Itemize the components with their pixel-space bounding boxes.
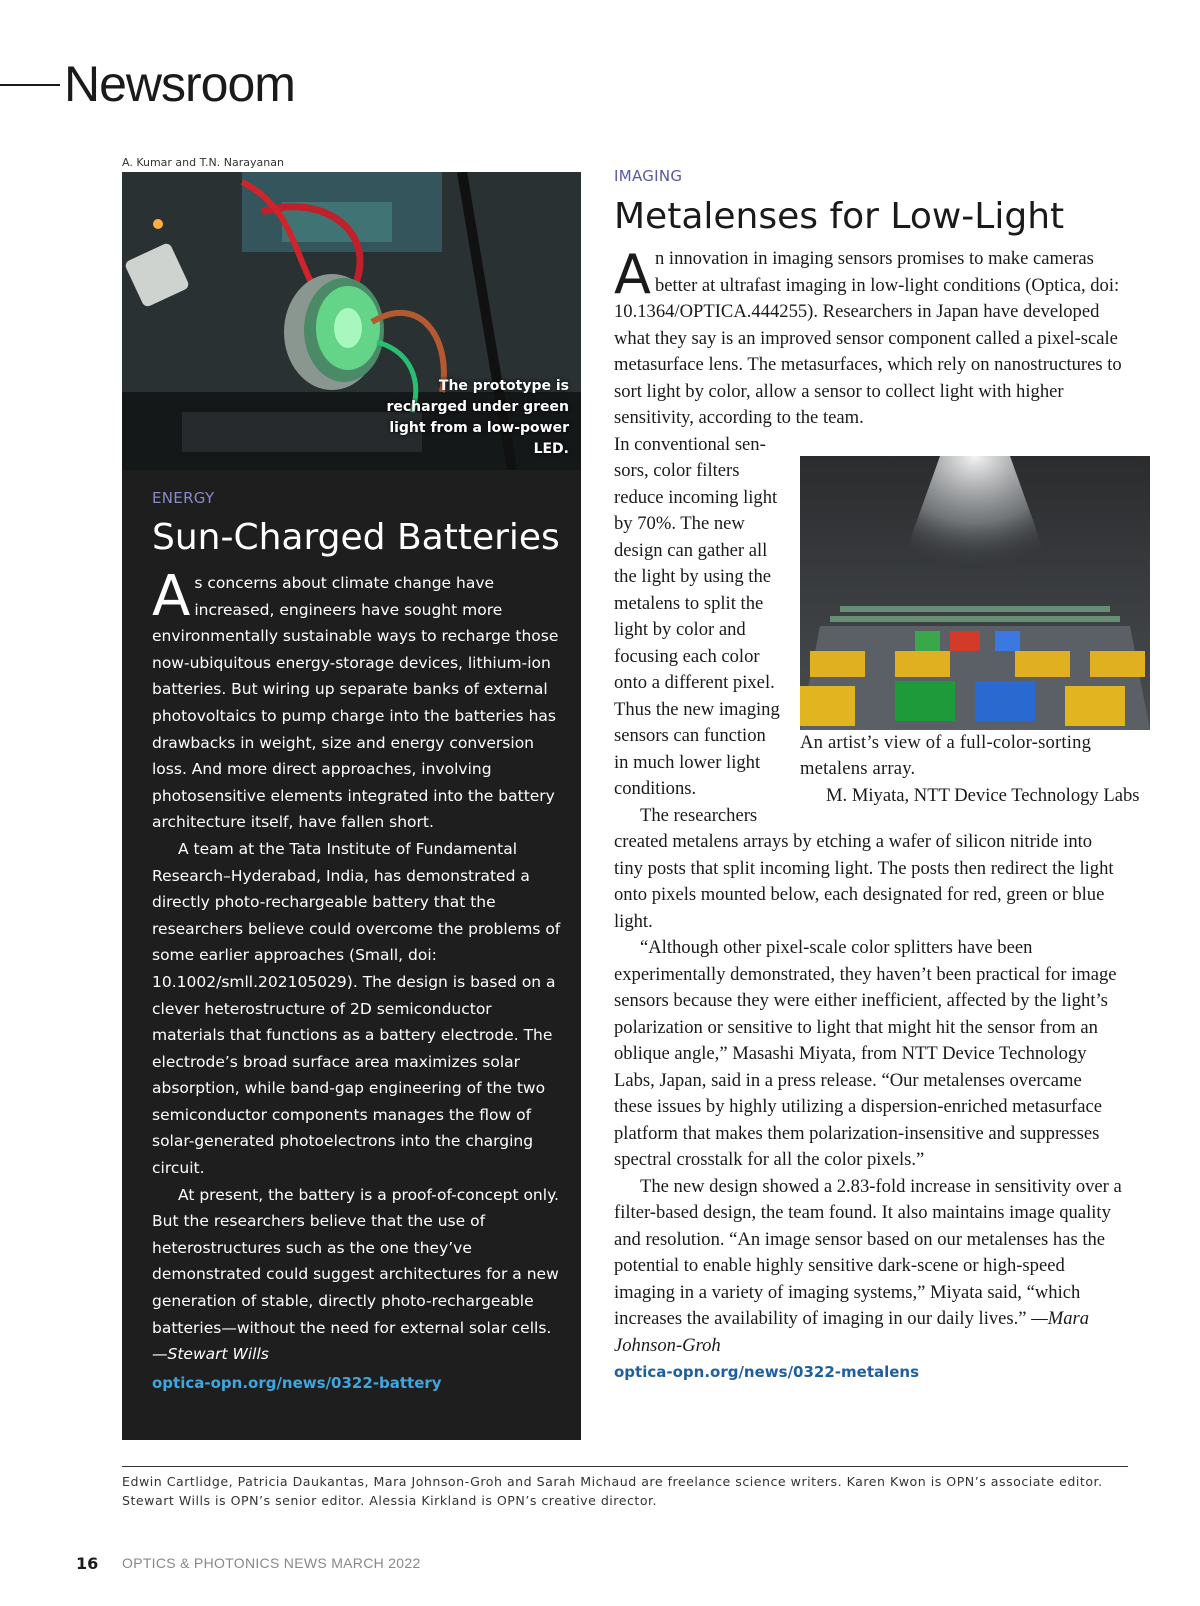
- photo-credit: A. Kumar and T.N. Narayanan: [122, 156, 284, 169]
- right-paragraph-1-lead: n innovation in imaging sensors promises to make cameras better at ultrafast imaging in low-light conditions (Optica, doi: 10.1364/OPTICA.444255). Researchers in Japan have developed what they say is an improved sensor component called a pixel-scale metasurface lens. The metasurfaces, which rely on nanostructures to sort light by color, allow a sensor to collect light with higher sensitivity, according to the team.: [614, 248, 1122, 428]
- right-paragraph-5: [614, 1174, 1124, 1360]
- sun-charged-headline: Sun-Charged Batteries: [152, 517, 560, 558]
- left-paragraph-2: A team at the Tata Institute of Fundamental Research–Hyderabad, India, has demonstrated a directly photo-rechargeable battery that the researchers believe could overcome the problems of some earlier approaches (Small, doi: 10.1002/smll.202105029). The design is based on a clever heterostructure of 2D semiconductor materials that functions as a battery electrode. The electrode’s broad surface area maximizes solar absorption, while band-gap engineering of the two semiconductor components manages the flow of solar-generated photoelectrons into the charging circuit.: [152, 839, 561, 1178]
- drop-cap: A: [614, 243, 651, 306]
- page-number: 16: [76, 1554, 99, 1573]
- right-paragraph-4: “Although other pixel-scale color splitters have been experimentally demonstrated, they haven’t been practical for image sensors because they were either inefficient, affected by the light’s polarization or sensitive to light that might hit the sensor from an oblique angle,” Masashi Miyata, from NTT Device Technology Labs, Japan, said in a press release. “Our metalenses overcame these issues by highly utilizing a dispersion-enriched metasurface platform that makes them polarization-insensitive and suppresses spectral crosstalk for all the color pixels.”: [614, 937, 1117, 1170]
- battery-article-link[interactable]: optica-opn.org/news/0322-battery: [152, 1373, 442, 1392]
- battery-prototype-photo: [122, 172, 581, 470]
- section-title: Newsroom: [64, 56, 295, 112]
- left-article-panel: [122, 172, 581, 1440]
- imaging-kicker: IMAGING: [614, 167, 683, 185]
- metalens-array-image: [800, 456, 1150, 730]
- left-byline: —Stewart Wills: [152, 1345, 269, 1364]
- left-article-body: [152, 564, 562, 1368]
- publication-name: OPTICS & PHOTONICS NEWS MARCH 2022: [122, 1555, 421, 1571]
- right-paragraph-2: In conventional sensors, color filters reduce incoming light by 70%. The new design can gather all the light by using the metalens to split the light by color and focusing each color onto a different pixel. Thus the new imaging sensors can function in much lower light conditions.: [614, 433, 780, 799]
- figure-caption: An artist’s view of a full-color-sorting metalens array.: [800, 731, 1092, 779]
- photo-caption: The prototype is recharged under green light from a low-power LED.: [386, 378, 569, 457]
- section-rule: [0, 84, 60, 86]
- metalens-article-link[interactable]: optica-opn.org/news/0322-metalens: [614, 1363, 920, 1381]
- left-paragraph-3: [152, 1182, 562, 1368]
- left-article-content: [152, 488, 562, 1392]
- right-paragraph-3: The researchers created metalens arrays by etching a wafer of silicon nitride into tiny posts that split incoming light. The posts then redirect the light onto pixels mounted below, each designated for red, green or blue light.: [614, 804, 1114, 932]
- right-article: [614, 166, 1140, 1381]
- right-paragraph-1: [614, 243, 1124, 432]
- left-paragraph-1-text: s concerns about climate change have increased, engineers have sought more environmentally sustainable ways to recharge those now-ubiquitous energy-storage devices, lithium-ion batteries. But wiring up separate banks of external photovoltaics to pump charge into the batteries has drawbacks in weight, size and energy conversion loss. And more direct approaches, involving photosensitive elements integrated into the battery architecture itself, have fallen short.: [152, 574, 559, 832]
- left-paragraph-1: [152, 564, 562, 836]
- metalenses-headline: Metalenses for Low-Light: [614, 196, 1065, 237]
- right-article-body: [614, 243, 1140, 1359]
- figure-credit: M. Miyata, NTT Device Technology Labs: [826, 784, 1140, 806]
- left-paragraph-3-text: At present, the battery is a proof-of-concept only. But the researchers believe that the use of heterostructures such as the one they’ve demonstrated could suggest architectures for a new generation of stable, directly photo-rechargeable batteries—without the need for external solar cells.: [152, 1185, 559, 1337]
- footer-rule: [122, 1466, 1128, 1467]
- contributors-note: Edwin Cartlidge, Patricia Daukantas, Mara Johnson-Groh and Sarah Michaud are freelance science writers. Karen Kwon is OPN’s associate editor. Stewart Wills is OPN’s senior editor. Alessia Kirkland is OPN’s creative director.: [122, 1474, 1103, 1508]
- right-paragraph-5-text: The new design showed a 2.83-fold increase in sensitivity over a filter-based design, the team found. It also maintains image quality and resolution. “An image sensor based on our metalenses has the potential to enable highly sensitive dark-scene or high-speed imaging in a variety of imaging systems,” Miyata said, “which increases the availability of imaging in our daily lives.”: [614, 1175, 1122, 1329]
- metalens-figure: [800, 456, 1150, 810]
- energy-kicker: ENERGY: [152, 489, 215, 507]
- right-byline: —Mara Johnson-Groh: [614, 1308, 1090, 1356]
- drop-cap: A: [152, 564, 191, 629]
